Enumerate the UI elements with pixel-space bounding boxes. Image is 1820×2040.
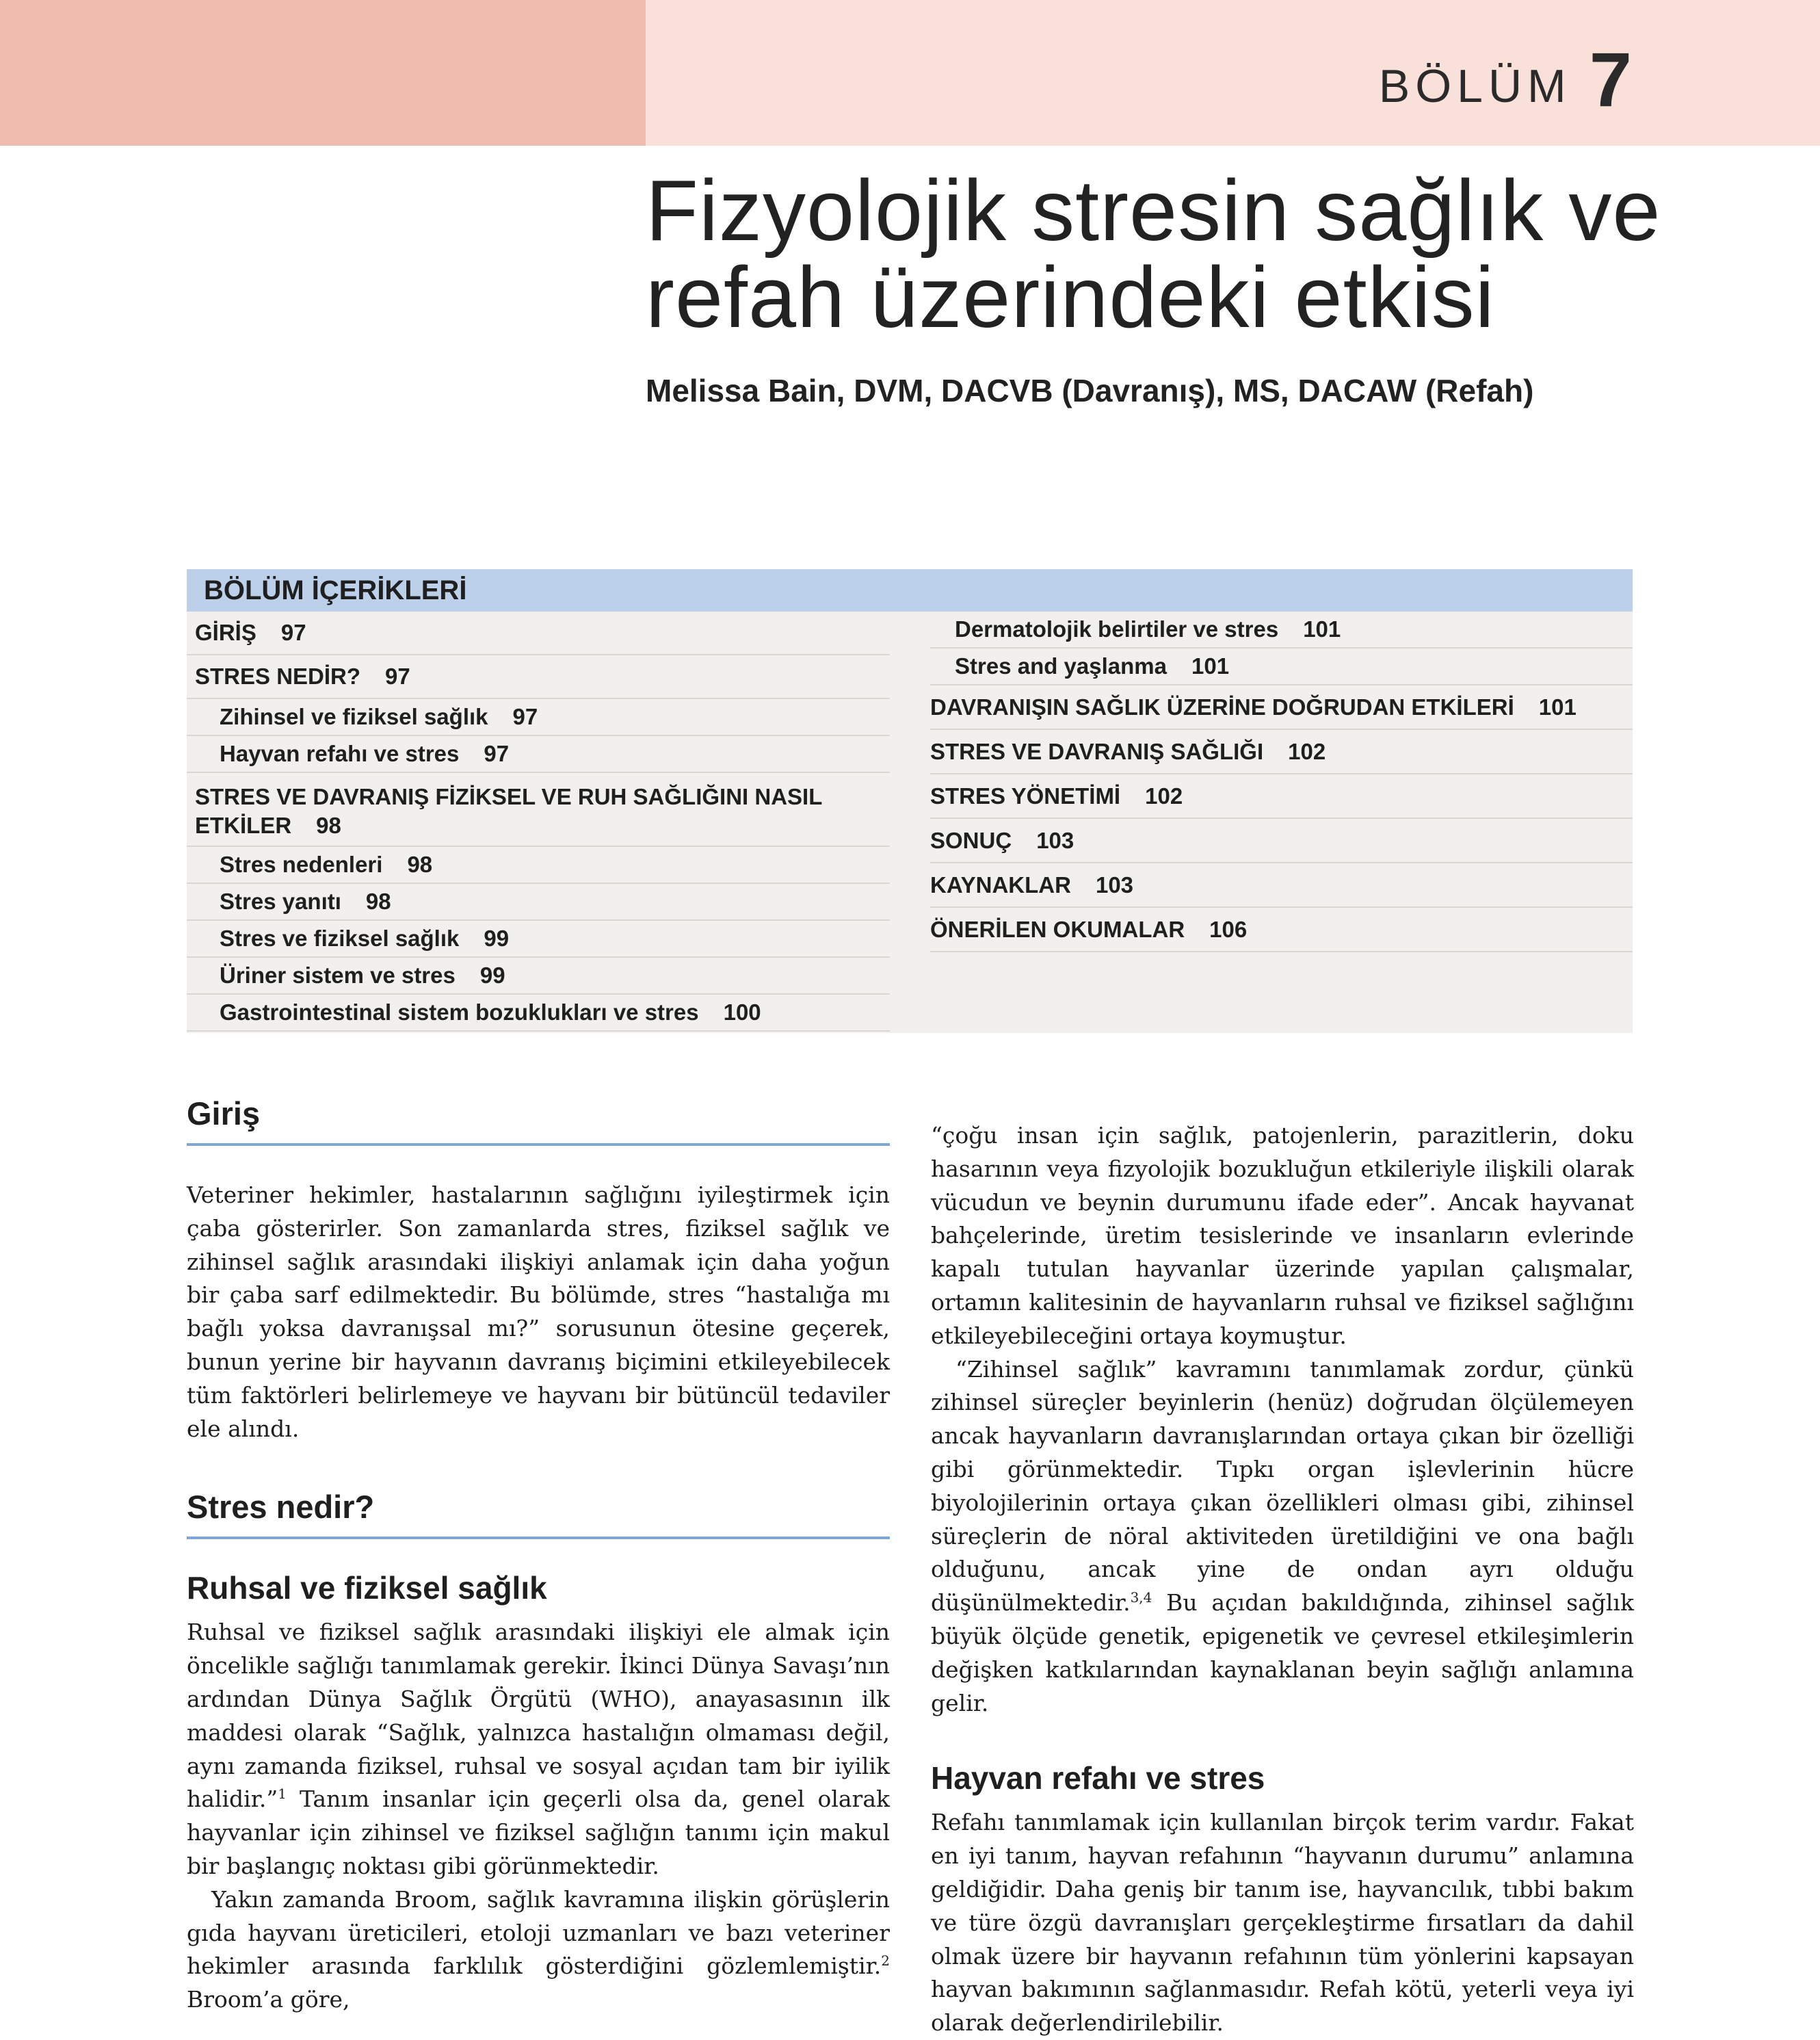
toc-entry[interactable] bbox=[930, 730, 1633, 774]
toc-label: ÖNERİLEN OKUMALAR bbox=[930, 916, 1185, 942]
toc-entry[interactable] bbox=[187, 655, 890, 699]
text-run: Yakın zamanda Broom, sağlık kavramına ilişkin görüşlerin gıda hayvanı üreticileri, etoloji uzmanları ve bazı veteriner hekimler arasında farklılık gösterdiğini gözlemlemiştir. bbox=[187, 1885, 890, 1980]
toc-heading: BÖLÜM İÇERİKLERİ bbox=[187, 569, 1633, 612]
chapter-word: BÖLÜM bbox=[1378, 60, 1572, 112]
chapter-number: 7 bbox=[1589, 37, 1632, 122]
toc-page: 97 bbox=[484, 741, 510, 766]
toc-label: Üriner sistem ve stres bbox=[220, 963, 456, 988]
toc-page: 101 bbox=[1191, 653, 1230, 679]
section-heading-giris: Giriş bbox=[187, 1095, 890, 1146]
toc-entry[interactable] bbox=[930, 774, 1633, 819]
text-run: Broom’a göre, bbox=[187, 1986, 350, 2013]
subsection-heading-refah: Hayvan refahı ve stres bbox=[931, 1760, 1265, 1796]
toc-label: Stres ve fiziksel sağlık bbox=[220, 926, 460, 951]
title-line-1: Fizyolojik stresin sağlık ve bbox=[646, 162, 1661, 259]
citation: 2 bbox=[881, 1952, 890, 1970]
toc-page: 103 bbox=[1095, 872, 1134, 898]
toc-entry[interactable] bbox=[930, 863, 1633, 908]
toc-page: 97 bbox=[385, 664, 410, 689]
citation: 1 bbox=[278, 1786, 287, 1803]
toc-entry[interactable] bbox=[930, 819, 1633, 863]
toc-label: Stres nedenleri bbox=[220, 852, 383, 877]
toc-right-column bbox=[930, 612, 1633, 952]
toc-page: 97 bbox=[280, 620, 306, 645]
ruhsal-paragraph-2 bbox=[187, 1883, 890, 2017]
toc-label: Hayvan refahı ve stres bbox=[220, 741, 460, 766]
toc-left-column bbox=[187, 612, 890, 1032]
toc-page: 106 bbox=[1209, 916, 1248, 942]
toc-page: 103 bbox=[1036, 827, 1074, 853]
left-text-column bbox=[187, 1095, 890, 2017]
toc-page: 97 bbox=[512, 704, 538, 729]
toc-label: SONUÇ bbox=[930, 827, 1012, 853]
right-text-column bbox=[931, 1119, 1634, 2040]
toc-label: KAYNAKLAR bbox=[930, 872, 1071, 898]
citation: 3,4 bbox=[1130, 1589, 1152, 1606]
subsection-heading-ruhsal: Ruhsal ve fiziksel sağlık bbox=[187, 1570, 547, 1606]
text-run: Ruhsal ve fiziksel sağlık arasındaki ilişkiyi ele almak için öncelikle sağlığı tanımlamak gerekir. İkinci Dünya Savaşı’nın ardından Dünya Sağlık Örgütü (WHO), anayasasının ilk maddesi olarak “Sağlık, yalnızca hastalığın olmaması değil, aynı zamanda fiziksel, ruhsal ve sosyal açıdan tam bir iyilik halidir.” bbox=[187, 1619, 890, 1813]
toc-entry[interactable] bbox=[187, 921, 890, 958]
right-paragraph-1: “çoğu insan için sağlık, patojenlerin, parazitlerin, doku hasarının veya fizyolojik bozukluğun etkileriyle ilişkili olarak vücudun ve beynin durumunu ifade eder”. Ancak hayvanat bahçelerinde, üretim tesislerinde ve insanların evlerinde kapalı tutulan hayvanlar üzerinde yapılan çalışmalar, ortamın kalitesinin de hayvanların ruhsal ve fiziksel sağlığını etkileyebileceğini ortaya koymuştur. bbox=[931, 1122, 1634, 1349]
toc-label: GİRİŞ bbox=[195, 620, 256, 645]
toc-entry[interactable] bbox=[187, 884, 890, 921]
toc-page: 98 bbox=[365, 889, 391, 914]
author-line: Melissa Bain, DVM, DACVB (Davranış), MS, DACAW (Refah) bbox=[646, 373, 1534, 408]
toc-label: STRES VE DAVRANIŞ SAĞLIĞI bbox=[930, 738, 1264, 764]
section-heading-stres-nedir: Stres nedir? bbox=[187, 1488, 890, 1539]
toc-page: 99 bbox=[479, 963, 505, 988]
toc-page: 101 bbox=[1303, 616, 1341, 642]
chapter-contents-box bbox=[187, 569, 1633, 1033]
header-band-left bbox=[0, 0, 646, 146]
chapter-label bbox=[1379, 36, 1632, 124]
toc-label: STRES VE DAVRANIŞ FİZİKSEL VE RUH SAĞLIĞINI NASIL bbox=[195, 784, 823, 809]
toc-page: 100 bbox=[723, 999, 761, 1025]
toc-entry[interactable] bbox=[187, 736, 890, 773]
toc-entry[interactable] bbox=[930, 612, 1633, 649]
toc-entry[interactable] bbox=[187, 847, 890, 884]
toc-entry[interactable] bbox=[930, 908, 1633, 952]
header-band-right bbox=[646, 0, 1820, 146]
toc-entry[interactable] bbox=[187, 699, 890, 736]
toc-page: 101 bbox=[1538, 694, 1577, 720]
toc-label: Stres and yaşlanma bbox=[955, 653, 1167, 679]
toc-label: STRES YÖNETİMİ bbox=[930, 783, 1121, 809]
toc-entry[interactable] bbox=[187, 612, 890, 655]
text-run: Tanım insanlar için geçerli olsa da, genel olarak hayvanlar için zihinsel ve fiziksel sağlığın tanımı için makul bir başlangıç noktası gibi görünmektedir. bbox=[187, 1786, 890, 1879]
text-run: Bu açıdan bakıldığında, zihinsel sağlık büyük ölçüde genetik, epigenetik ve çevresel etkileşimlerin değişken katkılarından kaynaklanan beyin sağlığı anlamına gelir. bbox=[931, 1589, 1634, 1716]
toc-label: Gastrointestinal sistem bozuklukları ve stres bbox=[220, 999, 699, 1025]
right-paragraph-2 bbox=[931, 1353, 1634, 1721]
chapter-title bbox=[646, 162, 1672, 345]
toc-page: 98 bbox=[316, 813, 341, 838]
toc-page: 99 bbox=[484, 926, 510, 951]
toc-label: Stres yanıtı bbox=[220, 889, 341, 914]
toc-entry[interactable] bbox=[930, 685, 1633, 730]
toc-label: DAVRANIŞIN SAĞLIK ÜZERİNE DOĞRUDAN ETKİLERİ bbox=[930, 694, 1514, 720]
giris-paragraph: Veteriner hekimler, hastalarının sağlığını iyileştirmek için çaba gösterirler. Son zamanlarda stres, fiziksel sağlık ve zihinsel sağlık arasındaki ilişkiyi anlamak için daha yoğun bir çaba sarf edilmektedir. Bu bölümde, stres “hastalığa mı bağlı yoksa davranışsal mı?” sorusunun ötesine geçerek, bunun yerine bir hayvanın davranış biçimini etkileyebilecek tüm faktörleri belirlemeye ve hayvanı bir bütüncül tedaviler ele alındı. bbox=[187, 1181, 890, 1442]
refah-paragraph: Refahı tanımlamak için kullanılan birçok terim vardır. Fakat en iyi tanım, hayvan refahının “hayvanın durumu” anlamına geldiğidir. Daha geniş bir tanım ise, hayvancılık, tıbbi bakım ve türe özgü davranışları gerçekleştirme fırsatları da dahil olmak üzere bir hayvanın refahının tüm yönlerini kapsayan hayvan bakımının sağlanmasıdır. Refah kötü, yeterli veya iyi olarak değerlendirilebilir. bbox=[931, 1809, 1634, 2037]
toc-label: Zihinsel ve fiziksel sağlık bbox=[220, 704, 488, 729]
toc-label: Dermatolojik belirtiler ve stres bbox=[955, 616, 1279, 642]
toc-entry[interactable] bbox=[187, 958, 890, 995]
toc-page: 102 bbox=[1288, 738, 1326, 764]
toc-label: ETKİLER bbox=[195, 813, 292, 838]
toc-entry[interactable] bbox=[187, 773, 890, 847]
toc-page: 102 bbox=[1145, 783, 1183, 809]
toc-entry[interactable] bbox=[187, 995, 890, 1032]
toc-page: 98 bbox=[407, 852, 433, 877]
toc-entry[interactable] bbox=[930, 649, 1633, 685]
ruhsal-paragraph-1 bbox=[187, 1616, 890, 1883]
toc-label: STRES NEDİR? bbox=[195, 664, 361, 689]
title-line-2: refah üzerindeki etkisi bbox=[646, 249, 1495, 345]
text-run: “Zihinsel sağlık” kavramını tanımlamak zordur, çünkü zihinsel süreçler beyinlerin (henüz) doğrudan ölçülemeyen ancak hayvanların davranışlarından ortaya çıkan bir özelliği gibi görünmektedir. Tıpkı organ işlevlerinin hücre biyolojilerinin ortaya çıkan özellikleri olması gibi, zihinsel süreçlerin de nöral aktiviteden üretildiğini ve ona bağlı olduğunu, ancak yine de ondan ayrı olduğu düşünülmektedir. bbox=[931, 1355, 1634, 1617]
